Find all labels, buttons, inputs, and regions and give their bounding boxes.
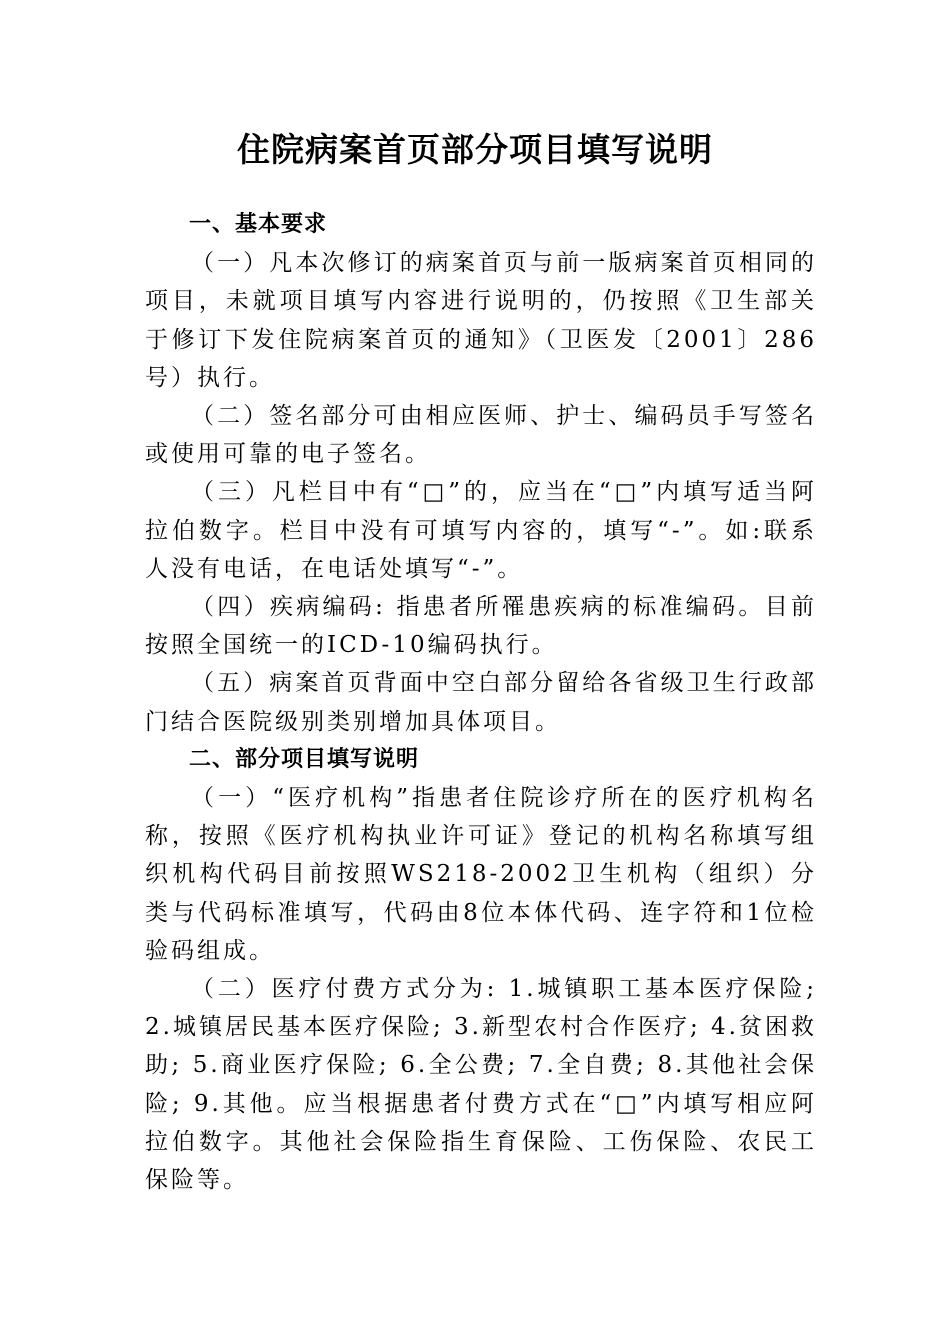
paragraph: （四）疾病编码: 指患者所罹患疾病的标准编码。目前按照全国统一的ICD-10编码执行。 xyxy=(145,594,817,659)
section-heading-item-instructions: 二、部分项目填写说明 xyxy=(189,746,420,772)
document-body xyxy=(145,206,817,1199)
paragraph: （二）医疗付费方式分为: 1.城镇职工基本医疗保险; 2.城镇居民基本医疗保险; 3.新型农村合作医疗; 4.贫困救助; 5.商业医疗保险; 6.全公费; 7.全自费; 8.其他社会保险; 9.其他。应当根据患者付费方式在“□”内填写相应阿拉伯数字。其他社会保险指生育保险、工伤保险、农民工保险等。 xyxy=(145,976,817,1194)
paragraph: （五）病案首页背面中空白部分留给各省级卫生行政部门结合医院级别类别增加具体项目。 xyxy=(145,670,817,735)
section-heading-basic-requirements: 一、基本要求 xyxy=(189,212,328,237)
document-title: 住院病案首页部分项目填写说明 xyxy=(237,130,713,169)
paragraph: （一）“医疗机构”指患者住院诊疗所在的医疗机构名称，按照《医疗机构执业许可证》登记的机构名称填写组织机构代码目前按照WS218-2002卫生机构（组织）分类与代码标准填写，代码由8位本体代码、连字符和1位检验码组成。 xyxy=(145,785,817,964)
paragraph: （二）签名部分可由相应医师、护士、编码员手写签名或使用可靠的电子签名。 xyxy=(145,403,817,468)
paragraph: （一）凡本次修订的病案首页与前一版病案首页相同的项目，未就项目填写内容进行说明的，仍按照《卫生部关于修订下发住院病案首页的通知》（卫医发〔2001〕286号）执行。 xyxy=(145,250,817,391)
paragraph: （三）凡栏目中有“□”的，应当在“□”内填写适当阿拉伯数字。栏目中没有可填写内容的，填写“-”。如:联系人没有电话，在电话处填写“-”。 xyxy=(145,479,817,582)
